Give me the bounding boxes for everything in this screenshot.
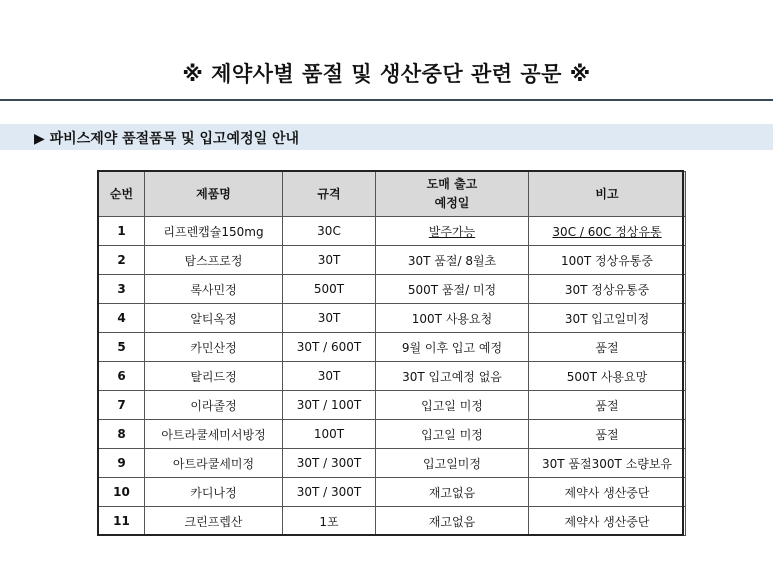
cell-note: 품절 [529, 391, 686, 420]
cell-schedule: 재고없음 [376, 507, 529, 536]
table-row [99, 478, 686, 507]
cell-spec: 30C [283, 217, 376, 246]
cell-schedule: 입고일 미정 [376, 420, 529, 449]
cell-product: 탐스프로정 [145, 246, 283, 275]
cell-spec: 30T [283, 362, 376, 391]
table-row [99, 449, 686, 478]
cell-product: 탈리드정 [145, 362, 283, 391]
cell-no: 9 [99, 449, 145, 478]
cell-no: 3 [99, 275, 145, 304]
header-note: 비고 [529, 172, 686, 217]
cell-product: 록사민정 [145, 275, 283, 304]
cell-schedule: 500T 품절/ 미정 [376, 275, 529, 304]
cell-schedule-link[interactable]: 발주가능 [428, 224, 476, 239]
title-divider [0, 99, 773, 101]
header-schedule [376, 172, 529, 217]
header-schedule-line1: 도매 출고 [426, 177, 478, 191]
cell-no: 11 [99, 507, 145, 536]
cell-schedule: 재고없음 [376, 478, 529, 507]
cell-note [529, 217, 686, 246]
cell-note: 품절 [529, 333, 686, 362]
cell-note: 30T 품절300T 소량보유 [529, 449, 686, 478]
header-spec: 규격 [283, 172, 376, 217]
cell-note: 품절 [529, 420, 686, 449]
cell-note-link[interactable]: 30C / 60C 정상유통 [552, 224, 662, 239]
cell-product: 아트라쿨세미정 [145, 449, 283, 478]
cell-product: 카디나정 [145, 478, 283, 507]
cell-product: 이라졸정 [145, 391, 283, 420]
cell-spec: 30T / 300T [283, 478, 376, 507]
cell-no: 1 [99, 217, 145, 246]
cell-no: 5 [99, 333, 145, 362]
table-row [99, 275, 686, 304]
table-row [99, 333, 686, 362]
section-label: ▶ 파비스제약 품절품목 및 입고예정일 안내 [34, 131, 300, 147]
cell-spec: 30T / 100T [283, 391, 376, 420]
header-product: 제품명 [145, 172, 283, 217]
cell-no: 10 [99, 478, 145, 507]
cell-no: 8 [99, 420, 145, 449]
cell-schedule [376, 217, 529, 246]
table-row [99, 420, 686, 449]
cell-spec: 100T [283, 420, 376, 449]
table-row [99, 391, 686, 420]
cell-note: 500T 사용요망 [529, 362, 686, 391]
cell-schedule: 입고일 미정 [376, 391, 529, 420]
cell-product: 알티옥정 [145, 304, 283, 333]
cell-no: 2 [99, 246, 145, 275]
header-schedule-line2: 예정일 [434, 196, 470, 210]
cell-spec: 500T [283, 275, 376, 304]
cell-spec: 1포 [283, 507, 376, 536]
table-row [99, 304, 686, 333]
cell-schedule: 100T 사용요청 [376, 304, 529, 333]
cell-note: 30T 정상유통중 [529, 275, 686, 304]
product-status-table [98, 171, 686, 536]
cell-product: 카민산정 [145, 333, 283, 362]
cell-schedule: 30T 입고예정 없음 [376, 362, 529, 391]
cell-spec: 30T [283, 304, 376, 333]
table-row [99, 217, 686, 246]
table-row [99, 507, 686, 536]
header-no: 순번 [99, 172, 145, 217]
cell-schedule: 입고일미정 [376, 449, 529, 478]
cell-spec: 30T / 600T [283, 333, 376, 362]
table-header-row [99, 172, 686, 217]
cell-product: 아트라쿨세미서방정 [145, 420, 283, 449]
cell-note: 제약사 생산중단 [529, 507, 686, 536]
cell-product: 크린프렙산 [145, 507, 283, 536]
table-row [99, 246, 686, 275]
cell-schedule: 9월 이후 입고 예정 [376, 333, 529, 362]
cell-no: 4 [99, 304, 145, 333]
cell-note: 30T 입고일미정 [529, 304, 686, 333]
cell-schedule: 30T 품절/ 8월초 [376, 246, 529, 275]
cell-product: 리프렌캡슐150mg [145, 217, 283, 246]
cell-note: 100T 정상유통중 [529, 246, 686, 275]
cell-spec: 30T [283, 246, 376, 275]
cell-no: 6 [99, 362, 145, 391]
table-row [99, 362, 686, 391]
page-title: ※ 제약사별 품절 및 생산중단 관련 공문 ※ [182, 62, 591, 86]
cell-note: 제약사 생산중단 [529, 478, 686, 507]
cell-no: 7 [99, 391, 145, 420]
cell-spec: 30T / 300T [283, 449, 376, 478]
